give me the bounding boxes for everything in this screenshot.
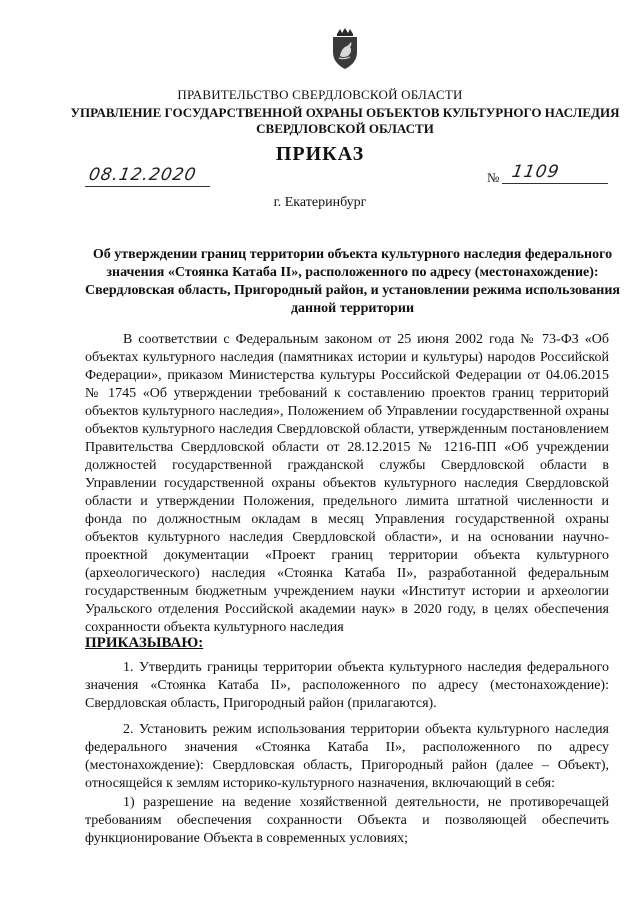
number-field — [502, 158, 608, 184]
date-field — [85, 160, 210, 187]
preamble-paragraph: В соответствии с Федеральным законом от 25 июня 2002 года № 73-ФЗ «Об объектах культурного наследия (памятниках истории и культуры) народов Российской Федерации», приказом Министерства культуры Российской Федерации от 04.06.2015 № 1745 «Об утверждении требований к составлению проектов границ территорий объектов культурного наследия», Положением об Управлении государственной охраны объектов культурного наследия Свердловской области, утвержденным постановлением Правительства Свердловской области от 28.12.2015 № 1216-ПП «Об учреждении должностей государственной гражданской службы Свердловской области в Управлении государственной охраны объектов культурного наследия Свердловской области и утверждении Положения, предельного лимита штатной численности и фонда по должностным окладам в месяц Управления государственной охраны объектов культурного наследия Свердловской области», и на основании научно-проектной документации «Проект границ территории объекта культурного (археологического) наследия «Стоянка Катаба II», разработанной федеральным государственным бюджетным учреждением науки «Институт истории и археологии Уральского отделения Российской академии наук» в 2020 году, в целях обеспечения сохранности объекта культурного наследия — [85, 332, 609, 635]
government-name: ПРАВИТЕЛЬСТВО СВЕРДЛОВСКОЙ ОБЛАСТИ — [177, 87, 463, 102]
coat-of-arms-icon — [329, 28, 361, 70]
order-item-1: 1. Утвердить границы территории объекта культурного наследия федерального значения «Стоянка Катаба II», расположенного по адресу (местонахождение): Свердловская область, Пригородный район (прилагаются). — [85, 660, 609, 711]
document-subject: Об утверждении границ территории объекта культурного наследия федерального значения «Стоянка Катаба II», расположенного по адресу (местонахождение): Свердловская область, Пригородный район, и установлении режима использования данной территории — [85, 247, 620, 316]
city: г. Екатеринбург — [273, 195, 367, 210]
order-item-2: 2. Установить режим использования территории объекта культурного наследия федерального значения «Стоянка Катаба II», расположенного по адресу (местонахождение): Свердловская область, Пригородный район (далее – Объект), относящейся к землям историко-культурного назначения, включающий в себя: — [85, 722, 609, 791]
department-name: УПРАВЛЕНИЕ ГОСУДАРСТВЕННОЙ ОХРАНЫ ОБЪЕКТОВ КУЛЬТУРНОГО НАСЛЕДИЯ СВЕРДЛОВСКОЙ ОБЛАСТИ — [70, 105, 620, 136]
document-number: 1109 — [510, 162, 562, 182]
document-type: ПРИКАЗ — [275, 143, 365, 165]
order-heading: ПРИКАЗЫВАЮ: — [85, 635, 204, 651]
document-date: 08.12.2020 — [87, 165, 199, 185]
order-item-2-subitem-1: 1) разрешение на ведение хозяйственной деятельности, не противоречащей требованиям обеспечения сохранности Объекта и позволяющей обеспечить функционирование Объекта в современных условиях; — [85, 795, 609, 846]
number-label: № — [487, 170, 500, 185]
